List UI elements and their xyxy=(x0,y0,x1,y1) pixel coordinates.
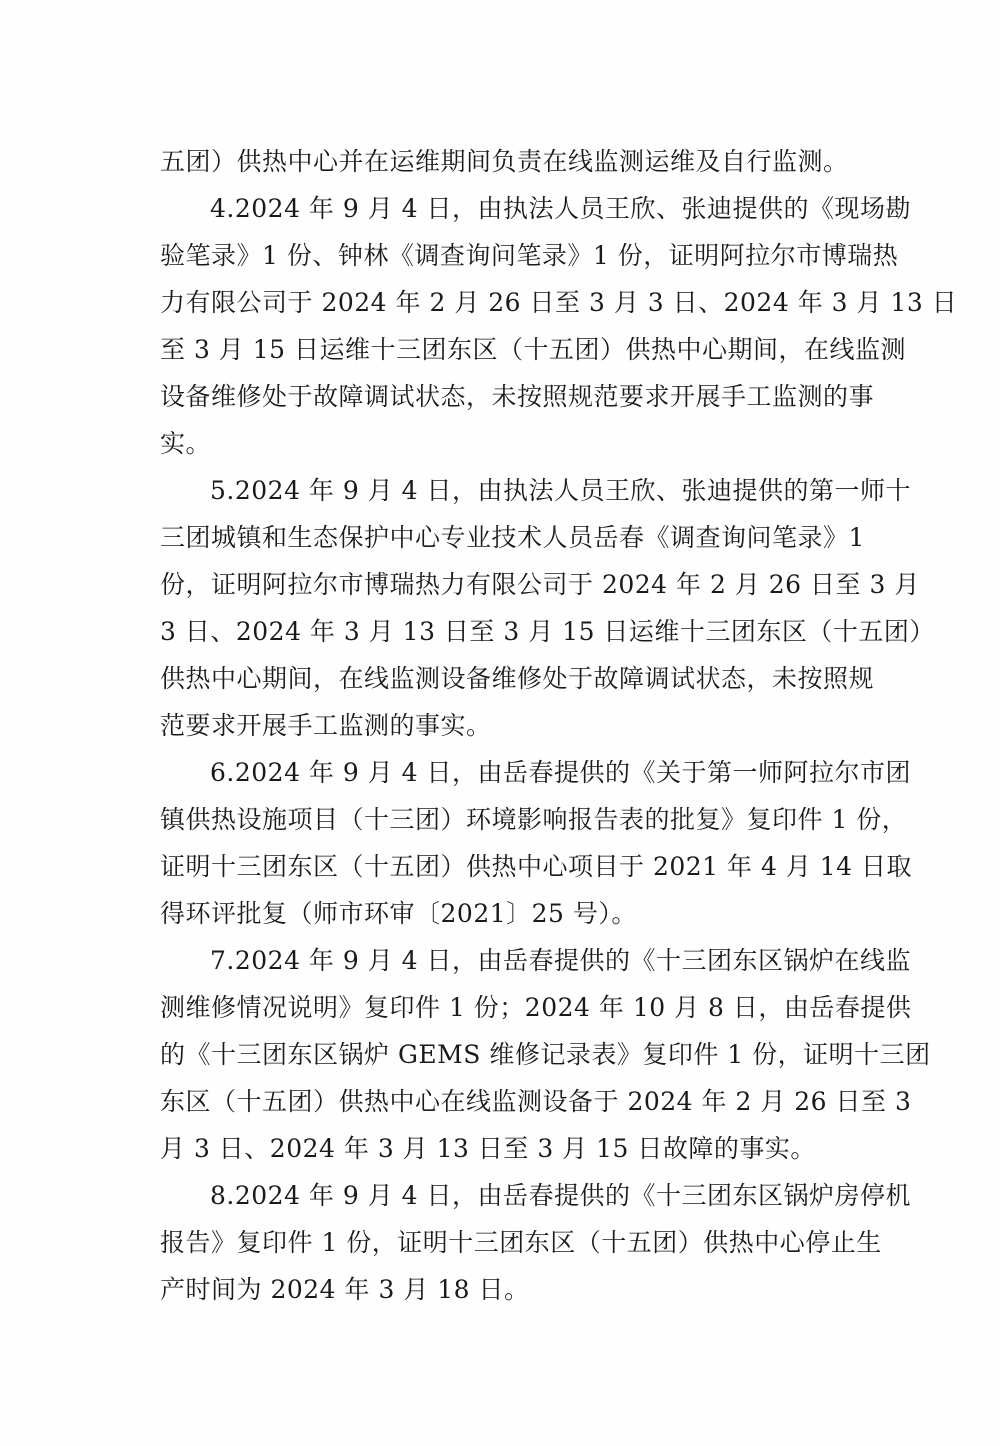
text-line: 测维修情况说明》复印件 1 份；2024 年 10 月 8 日，由岳春提供 xyxy=(160,993,912,1022)
text-line: 7.2024 年 9 月 4 日，由岳春提供的《十三团东区锅炉在线监 xyxy=(210,946,912,975)
text-line: 月 3 日、2024 年 3 月 13 日至 3 月 15 日故障的事实。 xyxy=(160,1134,816,1163)
text-line: 产时间为 2024 年 3 月 18 日。 xyxy=(160,1275,530,1304)
text-line: 6.2024 年 9 月 4 日，由岳春提供的《关于第一师阿拉尔市团 xyxy=(210,758,912,787)
text-line: 8.2024 年 9 月 4 日，由岳春提供的《十三团东区锅炉房停机 xyxy=(210,1181,912,1210)
text-line: 得环评批复（师市环审〔2021〕25 号）。 xyxy=(160,899,637,928)
text-line: 5.2024 年 9 月 4 日，由执法人员王欣、张迪提供的第一师十 xyxy=(210,476,912,505)
text-line: 证明十三团东区（十五团）供热中心项目于 2021 年 4 月 14 日取 xyxy=(160,852,913,881)
text-line: 设备维修处于故障调试状态，未按照规范要求开展手工监测的事 xyxy=(160,382,875,411)
text-line: 力有限公司于 2024 年 2 月 26 日至 3 月 3 日、2024 年 3 月 13 日 xyxy=(160,288,958,317)
paragraph-item-6 xyxy=(160,749,913,937)
text-line: 供热中心期间，在线监测设备维修处于故障调试状态，未按照规 xyxy=(160,664,875,693)
text-line: 镇供热设施项目（十三团）环境影响报告表的批复》复印件 1 份， xyxy=(160,805,908,834)
text-line: 范要求开展手工监测的事实。 xyxy=(160,711,492,740)
text-line: 的《十三团东区锅炉 GEMS 维修记录表》复印件 1 份，证明十三团 xyxy=(160,1040,931,1069)
paragraph-item-5 xyxy=(160,467,935,749)
text-line: 实。 xyxy=(160,429,212,458)
text-line: 东区（十五团）供热中心在线监测设备于 2024 年 2 月 26 日至 3 xyxy=(160,1087,912,1116)
paragraph-item-4 xyxy=(160,185,958,467)
text-line: 五团）供热中心并在运维期间负责在线监测运维及自行监测。 xyxy=(160,147,849,176)
text-line: 三团城镇和生态保护中心专业技术人员岳春《调查询问笔录》1 xyxy=(160,523,865,552)
paragraph-continuation xyxy=(160,138,856,185)
text-line: 份，证明阿拉尔市博瑞热力有限公司于 2024 年 2 月 26 日至 3 月 xyxy=(160,570,920,599)
paragraph-item-7 xyxy=(160,937,931,1172)
text-line: 4.2024 年 9 月 4 日，由执法人员王欣、张迪提供的《现场勘 xyxy=(210,194,912,223)
text-line: 报告》复印件 1 份，证明十三团东区（十五团）供热中心停止生 xyxy=(160,1228,882,1257)
text-line: 至 3 月 15 日运维十三团东区（十五团）供热中心期间，在线监测 xyxy=(160,335,907,364)
paragraph-item-8 xyxy=(160,1172,912,1313)
text-line: 验笔录》1 份、钟林《调查询问笔录》1 份，证明阿拉尔市博瑞热 xyxy=(160,241,899,270)
document-body xyxy=(160,138,958,1313)
text-line: 3 日、2024 年 3 月 13 日至 3 月 15 日运维十三团东区（十五团） xyxy=(160,617,935,646)
